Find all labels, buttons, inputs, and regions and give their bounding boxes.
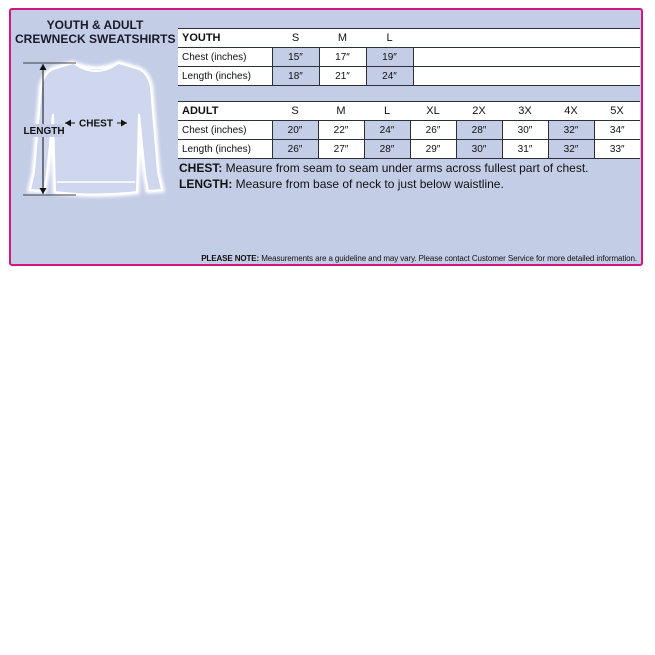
chest-note-term: CHEST: — [179, 161, 223, 175]
table-cell: 26″ — [410, 121, 456, 140]
row-label: Length (inches) — [178, 140, 272, 159]
adult-size: 3X — [502, 102, 548, 121]
youth-size: M — [319, 29, 366, 48]
adult-size: XL — [410, 102, 456, 121]
adult-size: S — [272, 102, 318, 121]
table-cell: 29″ — [410, 140, 456, 159]
row-label: Chest (inches) — [178, 121, 272, 140]
adult-size-table — [178, 101, 640, 159]
table-cell: 21″ — [319, 67, 366, 86]
table-cell: 31″ — [502, 140, 548, 159]
sweatshirt-diagram — [21, 54, 171, 204]
length-note-text: Measure from base of neck to just below waistline. — [232, 177, 504, 191]
adult-size: L — [364, 102, 410, 121]
table-cell: 33″ — [594, 140, 640, 159]
table-cell: 24″ — [366, 67, 413, 86]
table-cell: 30″ — [456, 140, 502, 159]
size-chart-card — [9, 8, 643, 266]
measurement-notes — [179, 160, 588, 192]
length-note — [179, 176, 588, 192]
youth-header-row — [178, 29, 640, 48]
title-line-2: CREWNECK SWEATSHIRTS — [15, 32, 176, 46]
youth-size: L — [366, 29, 413, 48]
adult-size: M — [318, 102, 364, 121]
youth-chest-row — [178, 48, 640, 67]
chart-title — [15, 18, 175, 46]
youth-size-table — [178, 28, 640, 86]
chest-note-text: Measure from seam to seam under arms across fullest part of chest. — [222, 161, 589, 175]
adult-chest-row — [178, 121, 640, 140]
youth-length-row — [178, 67, 640, 86]
table-cell: 18″ — [272, 67, 319, 86]
youth-header: YOUTH — [178, 29, 272, 48]
table-cell: 22″ — [318, 121, 364, 140]
adult-length-row — [178, 140, 640, 159]
adult-header-row — [178, 102, 640, 121]
row-label: Length (inches) — [178, 67, 272, 86]
youth-filler — [413, 67, 640, 86]
youth-filler — [413, 48, 640, 67]
table-cell: 19″ — [366, 48, 413, 67]
table-cell: 24″ — [364, 121, 410, 140]
chest-label: CHEST — [79, 118, 113, 130]
table-cell: 32″ — [548, 121, 594, 140]
table-cell: 32″ — [548, 140, 594, 159]
table-cell: 17″ — [319, 48, 366, 67]
table-cell: 15″ — [272, 48, 319, 67]
table-cell: 28″ — [456, 121, 502, 140]
table-cell: 34″ — [594, 121, 640, 140]
adult-size: 4X — [548, 102, 594, 121]
youth-filler — [413, 29, 640, 48]
table-cell: 28″ — [364, 140, 410, 159]
chest-note — [179, 160, 588, 176]
youth-size: S — [272, 29, 319, 48]
length-label: LENGTH — [23, 126, 65, 137]
adult-size: 5X — [594, 102, 640, 121]
please-note — [201, 254, 637, 263]
row-label: Chest (inches) — [178, 48, 272, 67]
length-note-term: LENGTH: — [179, 177, 233, 191]
table-cell: 20″ — [272, 121, 318, 140]
adult-header: ADULT — [178, 102, 272, 121]
title-line-1: YOUTH & ADULT — [46, 18, 144, 32]
table-cell: 26″ — [272, 140, 318, 159]
table-cell: 30″ — [502, 121, 548, 140]
please-note-text: Measurements are a guideline and may vary. Please contact Customer Service for more detailed information. — [259, 254, 637, 263]
please-note-label: PLEASE NOTE: — [201, 254, 260, 263]
table-cell: 27″ — [318, 140, 364, 159]
adult-size: 2X — [456, 102, 502, 121]
